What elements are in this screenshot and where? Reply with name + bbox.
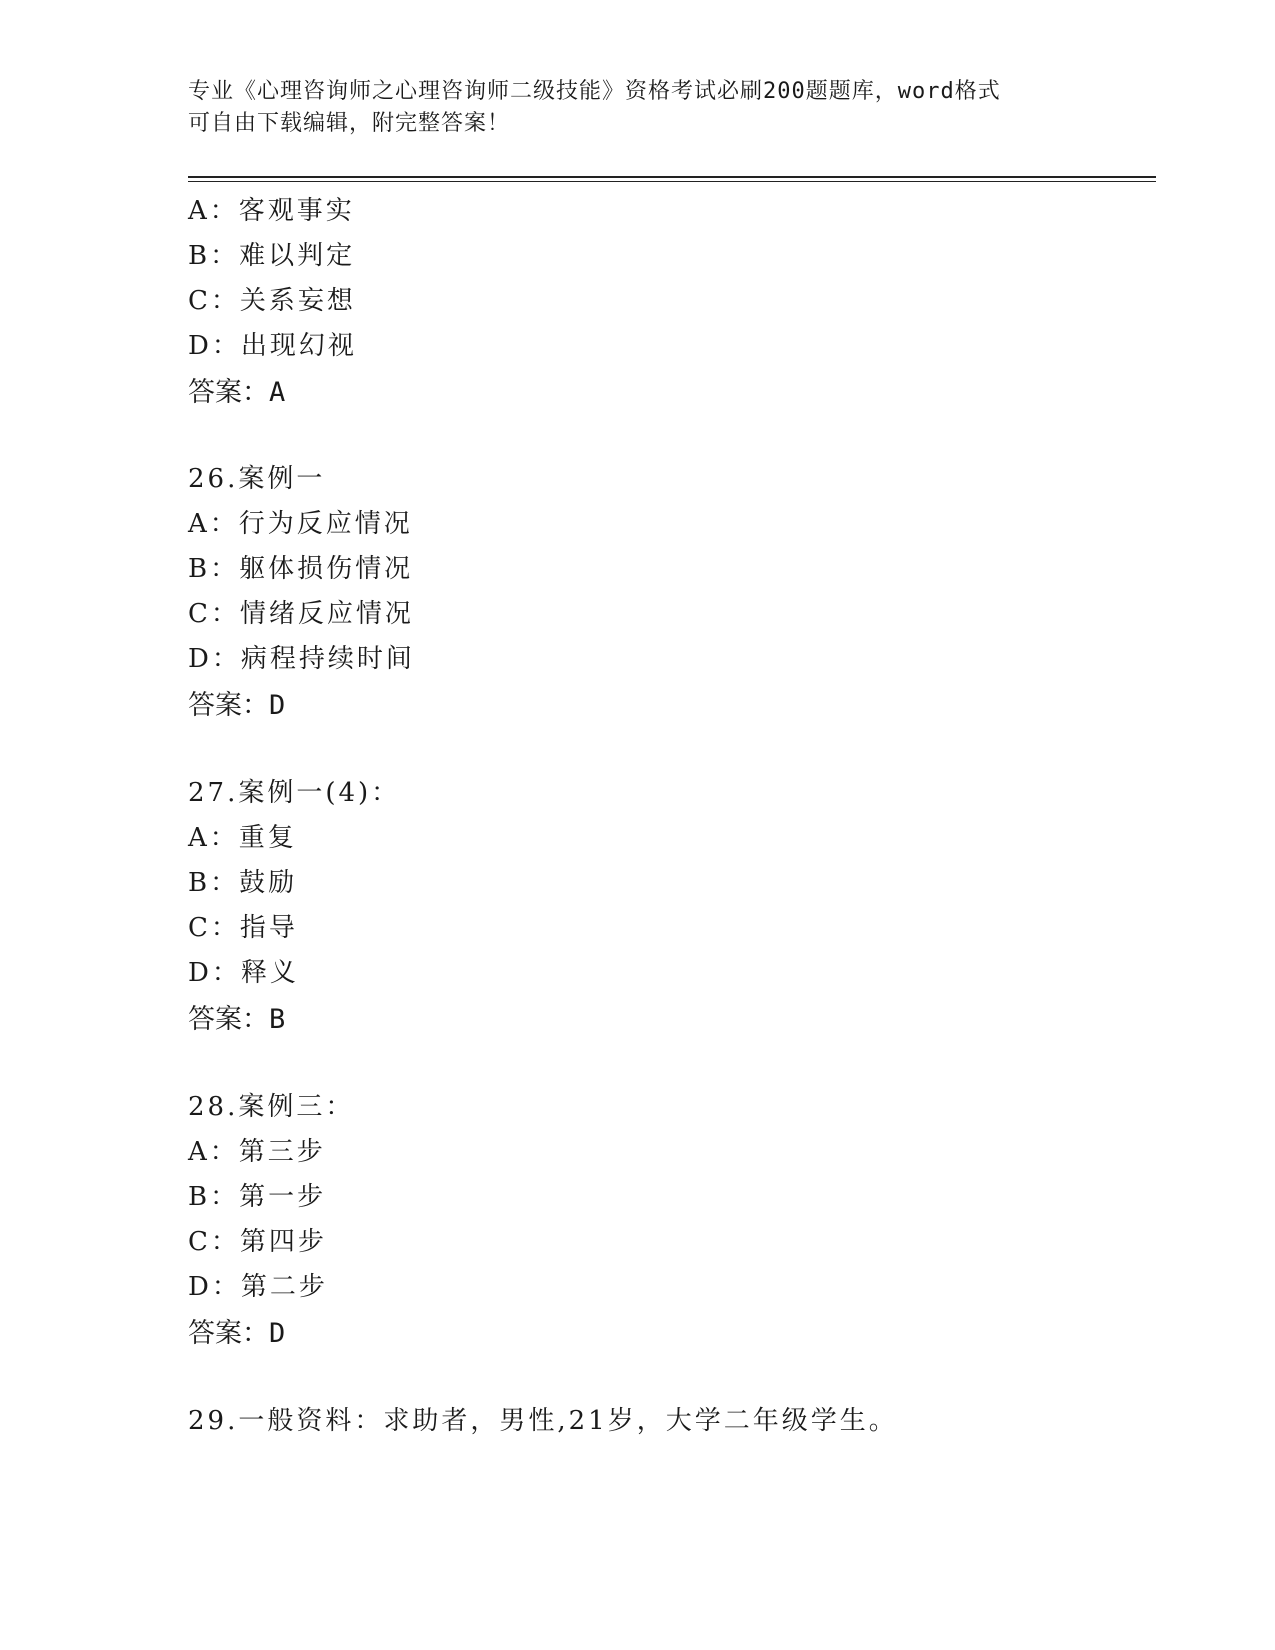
- answer-label: 答案：: [188, 690, 269, 721]
- option-b: B：难以判定: [188, 241, 356, 271]
- option-b: B：第一步: [188, 1182, 327, 1212]
- answer-value: D: [269, 1318, 286, 1349]
- option-c: C：关系妄想: [188, 286, 356, 316]
- option-d: D：第二步: [188, 1272, 328, 1302]
- option-d: D：释义: [188, 958, 299, 988]
- option-b: B：鼓励: [188, 868, 298, 898]
- option-a: A：客观事实: [188, 196, 355, 226]
- answer-line: [188, 370, 285, 409]
- answer-line: [188, 997, 285, 1036]
- answer-value: A: [269, 377, 286, 408]
- option-c: C：情绪反应情况: [188, 599, 414, 629]
- option-c: C：第四步: [188, 1227, 327, 1257]
- header-title-line-2: 可自由下载编辑，附完整答案！: [188, 111, 511, 136]
- answer-value: D: [269, 690, 286, 721]
- answer-label: 答案：: [188, 1004, 269, 1035]
- answer-label: 答案：: [188, 1318, 269, 1349]
- answer-value: B: [269, 1004, 286, 1035]
- question-stem: 29.一般资料：求助者，男性,21岁，大学二年级学生。: [188, 1406, 898, 1436]
- option-a: A：行为反应情况: [188, 509, 413, 539]
- question-stem: 26.案例一: [188, 464, 326, 494]
- option-a: A：重复: [188, 823, 297, 853]
- header-title-line-1: 专业《心理咨询师之心理咨询师二级技能》资格考试必刷200题题库，word格式: [188, 79, 1001, 104]
- answer-line: [188, 1311, 285, 1350]
- header-divider: [188, 176, 1156, 182]
- question-stem: 28.案例三：: [188, 1092, 355, 1122]
- answer-label: 答案：: [188, 377, 269, 408]
- option-a: A：第三步: [188, 1137, 326, 1167]
- option-d: D：病程持续时间: [188, 644, 415, 674]
- question-stem: 27.案例一(4)：: [188, 778, 401, 808]
- option-d: D：出现幻视: [188, 331, 357, 361]
- option-c: C：指导: [188, 913, 298, 943]
- option-b: B：躯体损伤情况: [188, 554, 414, 584]
- answer-line: [188, 683, 285, 722]
